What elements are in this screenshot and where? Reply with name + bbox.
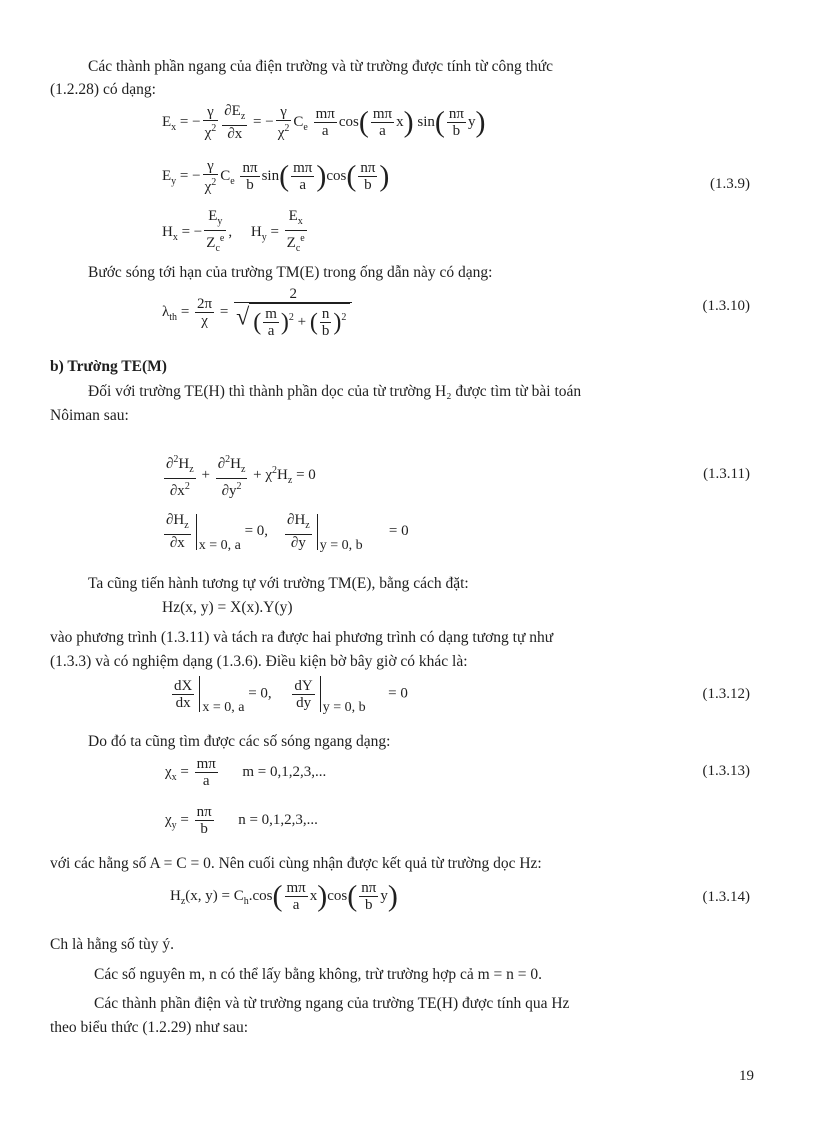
equation-number: (1.3.12): [702, 686, 750, 702]
paragraph-line: với các hằng số A = C = 0. Nên cuối cùng nhận được kết quả từ trường dọc Hz:: [50, 855, 542, 872]
equation-boundary-xy: $\frac{dX}{dx}$ x = 0, a = 0, $\frac{dY}{dy}$ y = 0, b = 0: [174, 677, 408, 716]
equation-number: (1.3.14): [702, 889, 750, 905]
equation-number: (1.3.10): [702, 298, 750, 314]
paragraph-line: Nôiman sau:: [50, 407, 129, 424]
inline-equation: Hz(x, y) = X(x).Y(y): [162, 599, 293, 616]
equation-number: (1.3.9): [710, 176, 750, 192]
paragraph-line: Bước sóng tới hạn của trường TM(E) trong ống dẫn này có dạng:: [88, 264, 493, 281]
equation-helmholtz: $\frac{\partial^2H_z}{\partial x^2}$ + $\frac{\partial^2H_z}{\partial y^2}$ + $\chi^2H_z = 0$: [166, 454, 316, 499]
equation-lambda: $\lambda_{th}$ = $\frac{2\pi}{\chi}$ = 2 √ ( $\frac{m}{a}$ )$^2$ + ( $\frac{n}{b}$ )$^2$: [162, 286, 354, 339]
equation-chi-x: $\chi_x$ = $\frac{m\pi}{a}$ m = 0,1,2,3,...: [165, 756, 327, 789]
section-heading: b) Trường TE(M): [50, 358, 167, 375]
equation-hx-hy: $H_x$ = − $\frac{E_y}{Z_c^e}$ , $H_y$ = $\frac{E_x}{Z_c^e}$: [162, 208, 305, 254]
paragraph-line: Do đó ta cũng tìm được các số sóng ngang dạng:: [88, 733, 391, 750]
paragraph-line: Các thành phần ngang của điện trường và từ trường được tính từ công thức: [88, 58, 553, 75]
equation-boundary-neumann: $\frac{\partial H_z}{\partial x}$ x = 0, a = 0, $\frac{\partial H_z}{\partial y}$ y = 0, b = 0: [166, 512, 409, 553]
equation-ey: $E_y$ = − $\frac{\gamma}{\chi^2}$ $C_e$ $\frac{n\pi}{b}$ sin( $\frac{m\pi}{a}$ )cos( $\frac{n\pi}{b}$ ): [162, 158, 390, 195]
equation-number: (1.3.11): [703, 466, 750, 482]
equation-chi-y: $\chi_y$ = $\frac{n\pi}{b}$ n = 0,1,2,3,...: [165, 804, 318, 837]
equation-hz: $H_z(x$, $y) = C_h.\cos$( $\frac{m\pi}{a}$ x)cos( $\frac{n\pi}{b}$ y): [170, 879, 398, 913]
paragraph-line: Các số nguyên m, n có thể lấy bằng không, trừ trường hợp cả m = n = 0.: [94, 966, 543, 983]
paragraph-line: Các thành phần điện và từ trường ngang của trường TE(H) được tính qua Hz: [94, 995, 570, 1012]
equation-ex: $E_x$ = − $\frac{\gamma}{\chi^2}$ $\frac{\partial E_z}{\partial x}$ = − $\frac{\gamma}{\chi^2}$ $C_e$ $\frac{m\pi}{a}$ cos( $\frac{m\pi}{a}$ x) sin( $\frac{n\pi}{b}$ y): [162, 103, 486, 142]
paragraph-line: Đối với trường TE(H) thì thành phần dọc của từ trường H₂ được tìm từ bài toán: [88, 383, 582, 400]
paragraph-line: theo biểu thức (1.2.29) như sau:: [50, 1019, 249, 1036]
paragraph-line: vào phương trình (1.3.11) và tách ra được hai phương trình có dạng tương tự như: [50, 629, 554, 646]
equation-number: (1.3.13): [702, 763, 750, 779]
paragraph-line: (1.2.28) có dạng:: [50, 81, 156, 98]
paragraph-line: Ch là hằng số tùy ý.: [50, 936, 174, 953]
paragraph-line: Ta cũng tiến hành tương tự với trường TM(E), bằng cách đặt:: [88, 575, 469, 592]
paragraph-line: (1.3.3) và có nghiệm dạng (1.3.6). Điều kiện bờ bây giờ có khác là:: [50, 653, 468, 670]
page-number: 19: [739, 1068, 754, 1084]
